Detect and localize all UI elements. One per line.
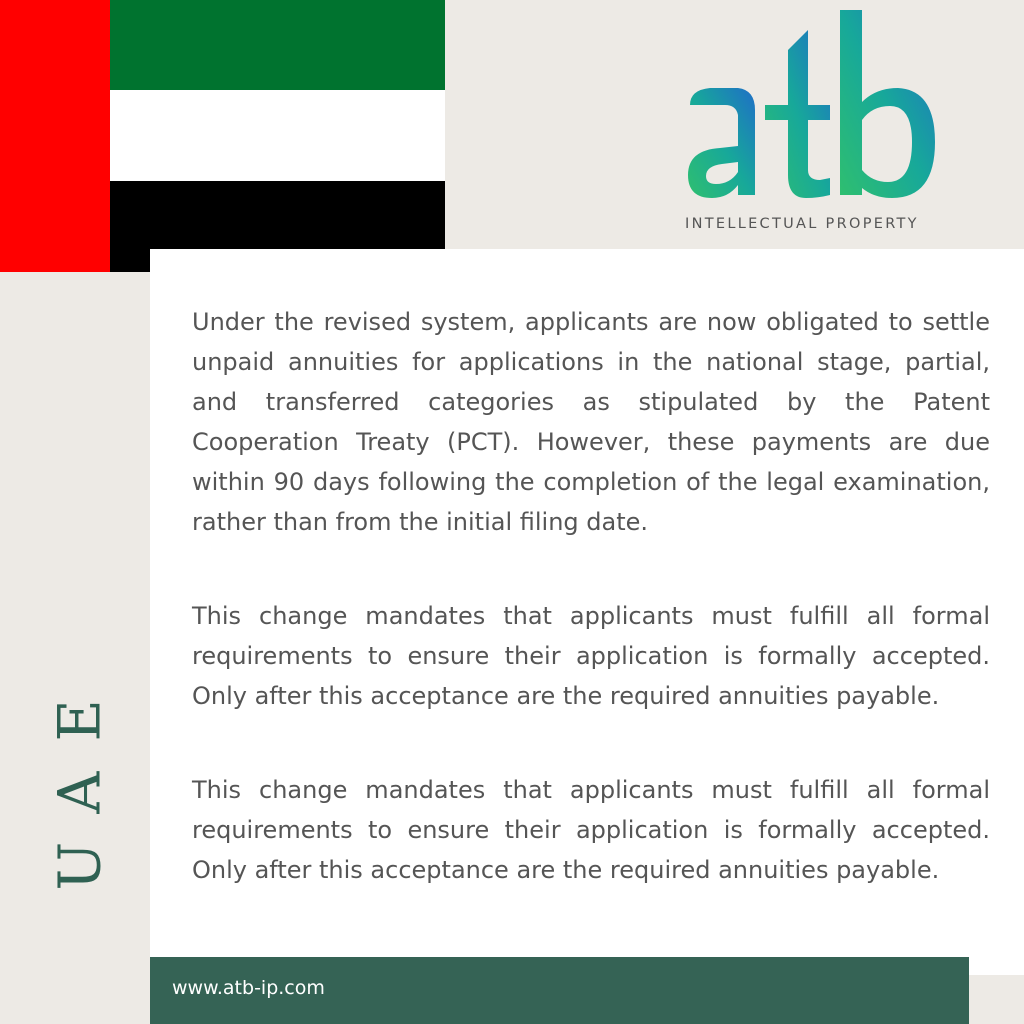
uae-flag	[0, 0, 445, 272]
footer-bar	[150, 957, 969, 1024]
atb-logo	[680, 10, 960, 240]
logo-tagline: INTELLECTUAL PROPERTY	[685, 216, 919, 232]
paragraph-formal-requirements: This change mandates that applicants must fulfill all formal requirements to ensure their application is formally accepted. Only after this acceptance are the required annuities payable.	[192, 602, 990, 710]
flag-white-stripe	[110, 90, 445, 181]
paragraph-formal-requirements-repeat: This change mandates that applicants must fulfill all formal requirements to ensure their application is formally accepted. Only after this acceptance are the required annuities payable.	[192, 776, 990, 884]
country-label-text: UAE	[46, 669, 115, 891]
website-link[interactable]: www.atb-ip.com	[172, 977, 325, 999]
flag-red-band	[0, 0, 110, 272]
paragraph-revised-system: Under the revised system, applicants are now obligated to settle unpaid annuities for applications in the national stage, partial, and transferred categories as stipulated by the Patent Cooperation Treaty (PCT). However, these payments are due within 90 days following the completion of the legal examination, rather than from the initial filing date.	[192, 308, 990, 536]
country-label	[30, 650, 130, 910]
article-body	[192, 302, 990, 890]
atb-wordmark	[680, 10, 960, 210]
flag-green-stripe	[110, 0, 445, 90]
